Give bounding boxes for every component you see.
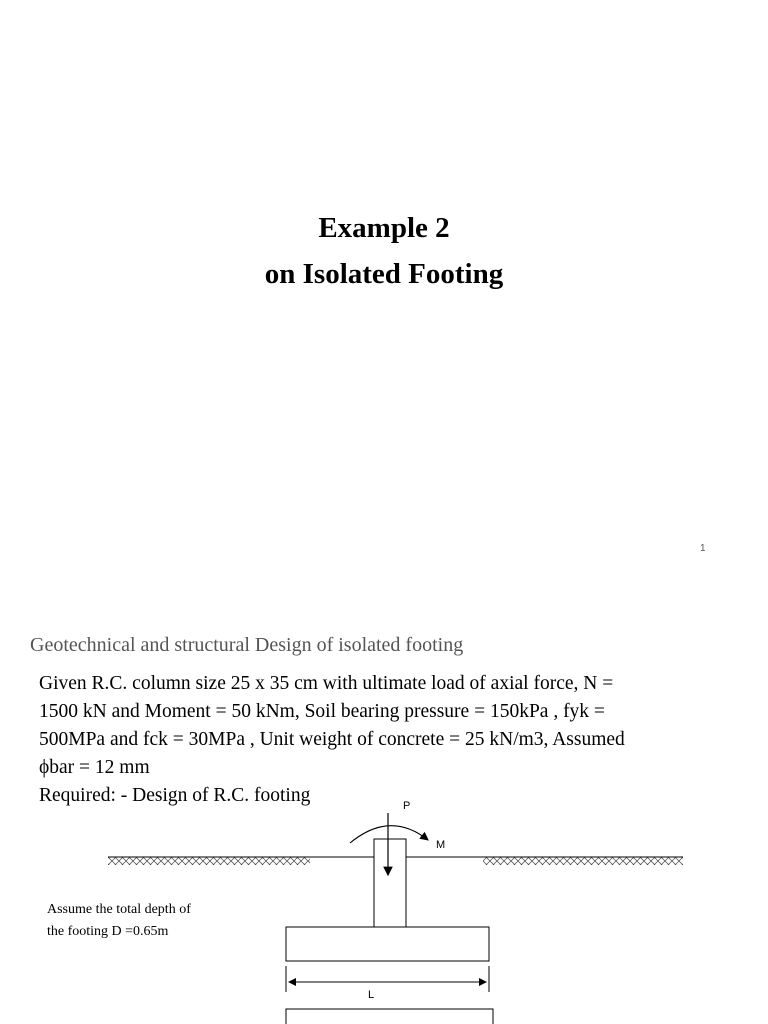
problem-text-line-1: Given R.C. column size 25 x 35 cm with ultimate load of axial force, N = bbox=[39, 673, 614, 694]
slide-title-line-2: on Isolated Footing bbox=[264, 258, 504, 290]
page-number: 1 bbox=[700, 543, 706, 554]
problem-text-line-5: Required: - Design of R.C. footing bbox=[39, 785, 311, 806]
problem-text-line-4: ϕbar = 12 mm bbox=[39, 757, 150, 778]
section-heading: Geotechnical and structural Design of isolated footing bbox=[30, 634, 464, 656]
problem-text-line-2: 1500 kN and Moment = 50 kNm, Soil bearing pressure = 150kPa , fyk = bbox=[39, 701, 605, 722]
assumption-note-line-1: Assume the total depth of bbox=[47, 902, 191, 917]
slide-title-line-1: Example 2 bbox=[318, 212, 450, 244]
column bbox=[374, 839, 406, 927]
load-label: P bbox=[403, 800, 411, 812]
ground-hatch-left bbox=[108, 857, 310, 865]
assumption-note-line-2: the footing D =0.65m bbox=[47, 924, 169, 939]
footing-slab bbox=[286, 927, 489, 961]
ground-hatch-right bbox=[483, 857, 683, 865]
problem-text-line-3: 500MPa and fck = 30MPa , Unit weight of concrete = 25 kN/m3, Assumed bbox=[39, 729, 625, 750]
footing-plan-view bbox=[286, 1009, 493, 1024]
length-label: L bbox=[368, 989, 375, 1001]
moment-label: M bbox=[436, 839, 446, 851]
